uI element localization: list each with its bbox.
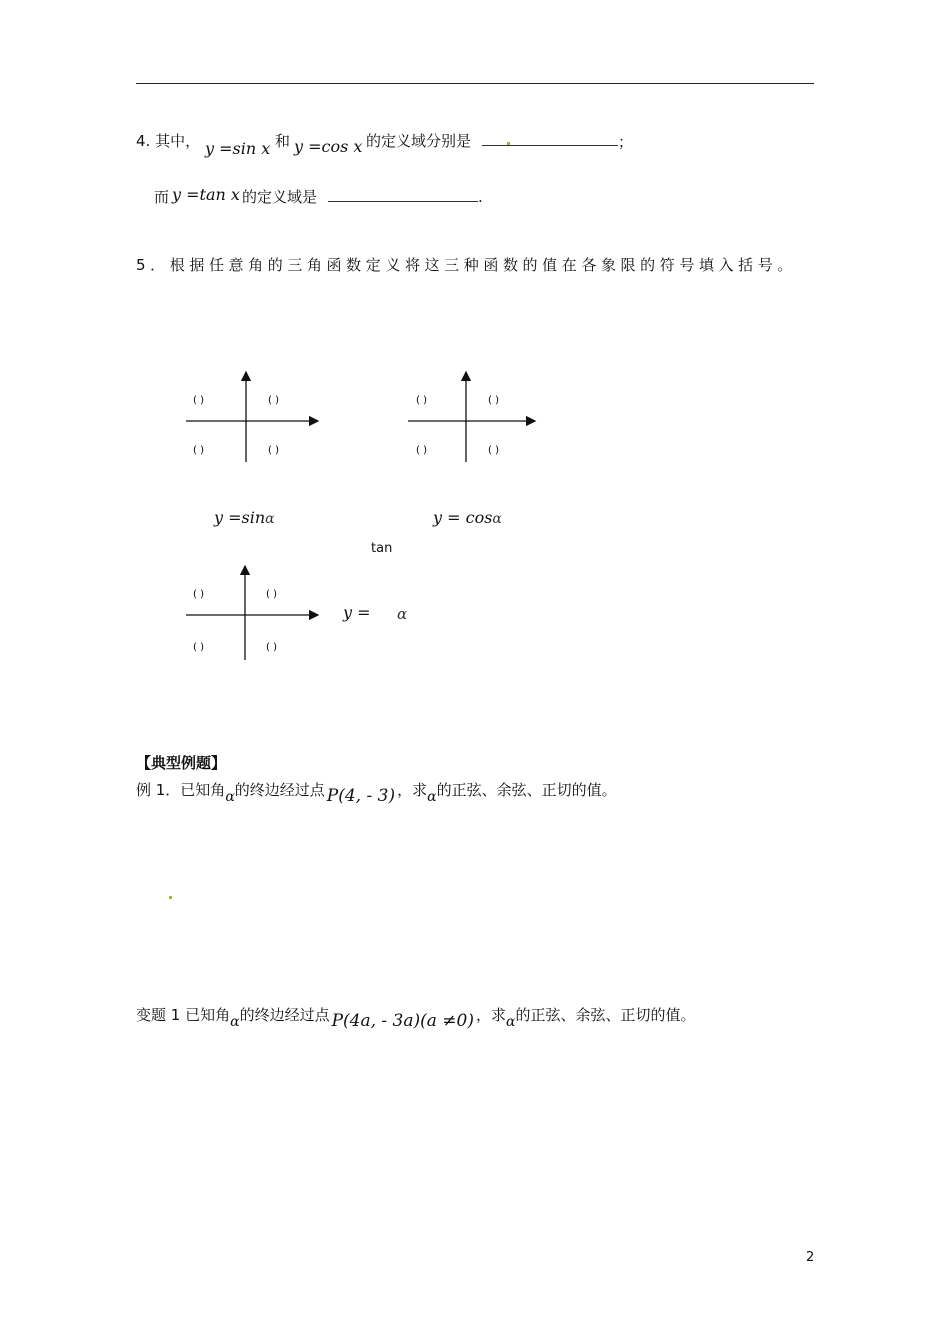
- ex1-part-d: 的正弦、余弦、正切的值。: [436, 781, 617, 799]
- sin-q4-bracket[interactable]: ( ): [268, 445, 279, 456]
- ex1-part-c: ，求: [397, 781, 428, 799]
- stray-mark-2: [169, 896, 172, 899]
- q4-end: ；: [618, 133, 634, 151]
- q4-line2-end: .: [478, 188, 483, 206]
- sin-label-alpha: α: [265, 511, 275, 527]
- ex1-alpha-1: α: [225, 789, 235, 805]
- sin-q3-bracket[interactable]: ( ): [193, 445, 204, 456]
- tan-q2-bracket[interactable]: ( ): [193, 589, 204, 600]
- var1-part-b: 的终边经过点: [239, 1006, 330, 1024]
- cos-graph-label: [433, 508, 502, 527]
- formula-tan: y =tan x: [172, 185, 240, 204]
- q4-text: 的定义域分别是: [366, 132, 472, 150]
- sin-label-text: y =sin: [214, 508, 266, 527]
- sin-graph: [186, 372, 318, 462]
- var1-point: P(4a, - 3a)(a ≠0): [331, 1011, 475, 1031]
- page-number: 2: [806, 1250, 815, 1265]
- var1-part-a: 变题 1 已知角: [136, 1006, 231, 1024]
- cos-q2-bracket[interactable]: ( ): [416, 395, 427, 406]
- ex1-point: P(4, - 3): [326, 786, 396, 806]
- formula-cos: y =cos x: [294, 137, 363, 156]
- cos-q1-bracket[interactable]: ( ): [488, 395, 499, 406]
- tan-label-y: y =: [343, 603, 371, 622]
- var1-alpha-1: α: [230, 1014, 240, 1030]
- q5-text: 5．根据任意角的三角函数定义将这三种函数的值在各象限的符号填入括号。: [136, 256, 797, 274]
- var1-part-d: 的正弦、余弦、正切的值。: [515, 1006, 696, 1024]
- tan-q3-bracket[interactable]: ( ): [193, 642, 204, 653]
- q4-line2-text: 的定义域是: [242, 188, 318, 206]
- ex1-alpha-2: α: [427, 789, 437, 805]
- q4-he: 和: [275, 132, 291, 150]
- example1: [136, 779, 617, 806]
- formula-sin: y =sin x: [205, 139, 271, 158]
- ex1-part-a: 例 1．已知角: [136, 781, 226, 799]
- cos-label-alpha: α: [492, 511, 502, 527]
- variant1: [136, 1004, 696, 1031]
- examples-heading: 【典型例题】: [136, 754, 227, 772]
- tan-graph: [186, 566, 318, 660]
- q4-label: 4. 其中，: [136, 132, 201, 150]
- sin-graph-label: [214, 508, 275, 527]
- var1-alpha-2: α: [506, 1014, 516, 1030]
- cos-label-text: y = cos: [433, 508, 493, 527]
- sin-q1-bracket[interactable]: ( ): [268, 395, 279, 406]
- tan-label-alpha: α: [397, 605, 408, 623]
- cos-q3-bracket[interactable]: ( ): [416, 445, 427, 456]
- ex1-part-b: 的终边经过点: [234, 781, 325, 799]
- sin-q2-bracket[interactable]: ( ): [193, 395, 204, 406]
- tan-word: tan: [371, 541, 393, 556]
- cos-graph: [408, 372, 535, 462]
- q4-line2-prefix: 而: [154, 188, 170, 206]
- var1-part-c: ，求: [476, 1006, 507, 1024]
- tan-q4-bracket[interactable]: ( ): [266, 642, 277, 653]
- tan-q1-bracket[interactable]: ( ): [266, 589, 277, 600]
- cos-q4-bracket[interactable]: ( ): [488, 445, 499, 456]
